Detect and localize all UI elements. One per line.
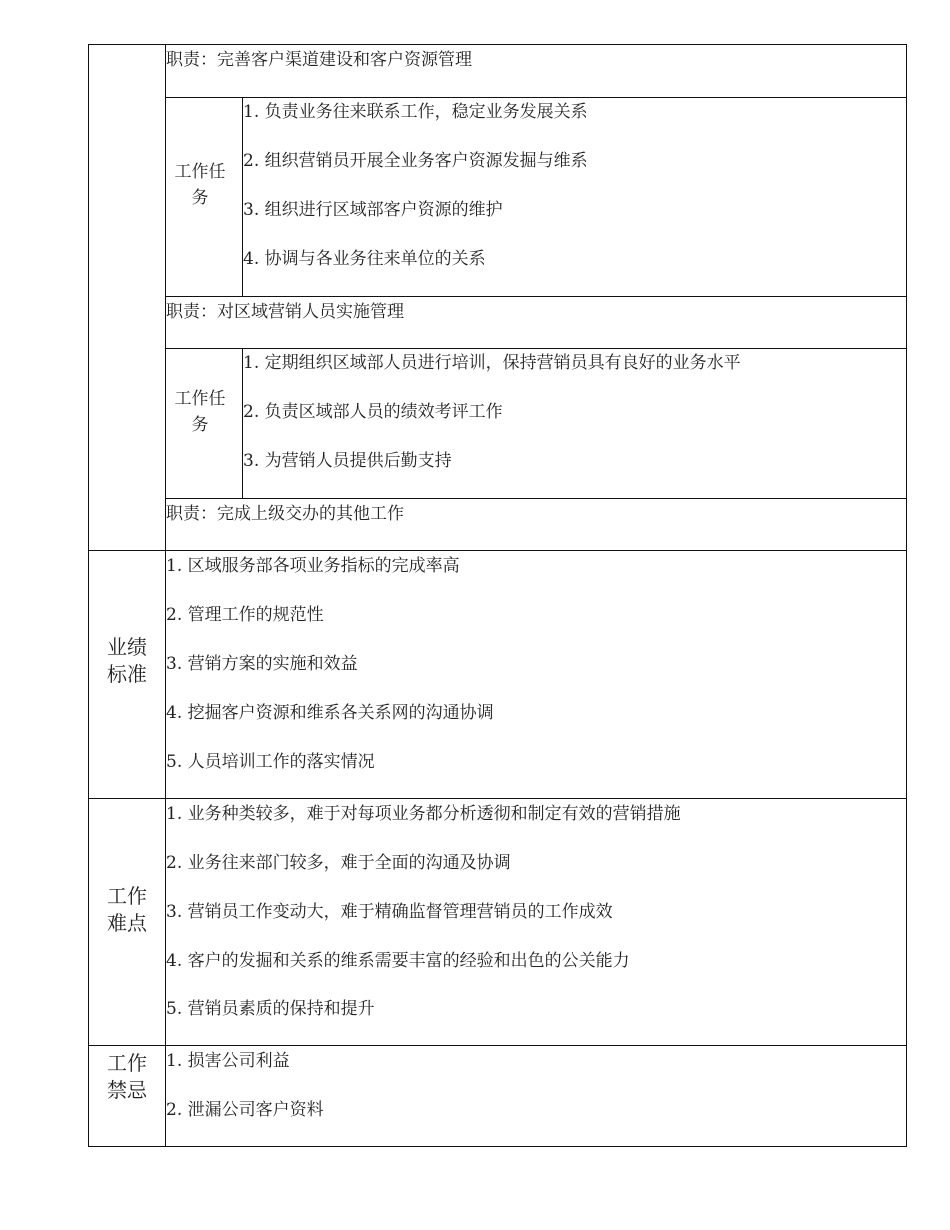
difficulty-item: 5. 营销员素质的保持和提升 <box>166 999 375 1019</box>
performance-item: 2. 管理工作的规范性 <box>166 605 324 625</box>
task-item: 2. 负责区域部人员的绩效考评工作 <box>243 402 503 422</box>
performance-item: 5. 人员培训工作的落实情况 <box>166 752 375 772</box>
task-item: 3. 组织进行区域部客户资源的维护 <box>243 200 503 220</box>
task-item: 1. 定期组织区域部人员进行培训，保持营销员具有良好的业务水平 <box>243 353 741 373</box>
difficulty-item: 2. 业务往来部门较多，难于全面的沟通及协调 <box>166 853 511 873</box>
duty-text: 职责：完善客户渠道建设和客户资源管理 <box>166 50 472 70</box>
task-item: 2. 组织营销员开展全业务客户资源发掘与维系 <box>243 151 588 171</box>
row-divider <box>88 798 907 799</box>
task-label: 工作任 务 <box>174 162 226 208</box>
difficulty-item: 4. 客户的发掘和关系的维系需要丰富的经验和出色的公关能力 <box>166 951 630 971</box>
taboo-item: 2. 泄漏公司客户资料 <box>166 1100 324 1120</box>
table-border-bottom <box>88 1146 907 1147</box>
table-border-left <box>88 44 89 1147</box>
task-item: 3. 为营销人员提供后勤支持 <box>243 451 452 471</box>
difficulty-item: 1. 业务种类较多，难于对每项业务都分析透彻和制定有效的营销措施 <box>166 804 681 824</box>
table-border-right <box>906 44 907 1147</box>
performance-item: 1. 区域服务部各项业务指标的完成率高 <box>166 556 460 576</box>
task-item: 1. 负责业务往来联系工作，稳定业务发展关系 <box>243 102 588 122</box>
row-divider <box>165 348 907 349</box>
task-label: 工作任 务 <box>174 389 226 435</box>
label-column-divider <box>165 44 166 1147</box>
table-border-top <box>88 44 907 45</box>
performance-item: 3. 营销方案的实施和效益 <box>166 654 358 674</box>
performance-item: 4. 挖掘客户资源和维系各关系网的沟通协调 <box>166 703 494 723</box>
taboos-label: 工作 禁忌 <box>107 1051 147 1102</box>
row-divider <box>165 498 907 499</box>
row-divider <box>88 1045 907 1046</box>
taboo-item: 1. 损害公司利益 <box>166 1051 290 1071</box>
row-divider <box>88 550 907 551</box>
duty-text: 职责：完成上级交办的其他工作 <box>166 504 404 524</box>
row-divider <box>165 296 907 297</box>
difficulty-item: 3. 营销员工作变动大，难于精确监督管理营销员的工作成效 <box>166 902 613 922</box>
duty-text: 职责：对区域营销人员实施管理 <box>166 302 404 322</box>
task-item: 4. 协调与各业务往来单位的关系 <box>243 249 486 269</box>
row-divider <box>165 97 907 98</box>
difficulties-label: 工作 难点 <box>107 884 147 935</box>
performance-label: 业绩 标准 <box>107 635 147 686</box>
